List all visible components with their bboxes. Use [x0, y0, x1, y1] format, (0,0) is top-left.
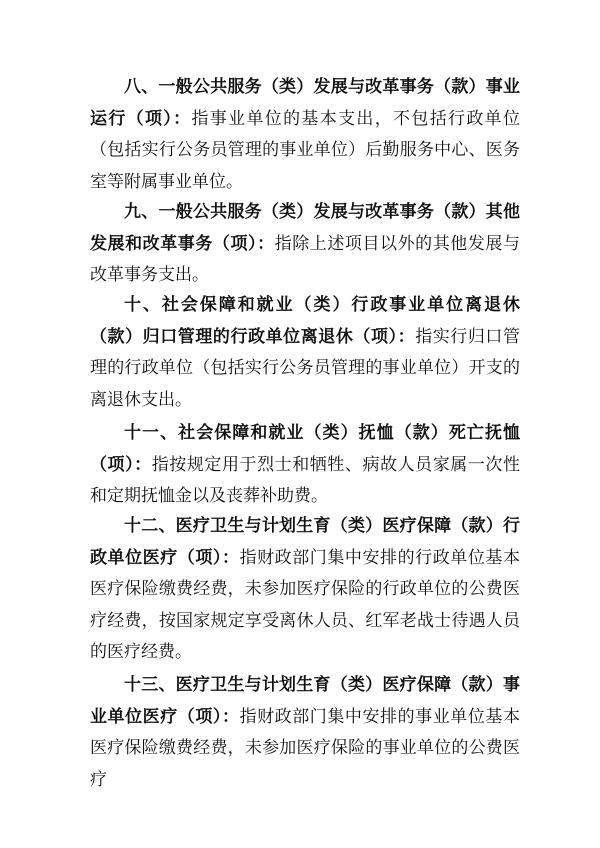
item-body: 指财政部门集中安排的行政单位基本医疗保险缴费经费，未参加医疗保险的行政单位的公费医疗经费，按国家规定享受离休人员、红军老战士待遇人员的医疗经费。	[90, 547, 520, 662]
item-heading: 九、一般公共服务（类）发展与改革事务（款）其他发展和改革事务（项）：	[90, 202, 520, 254]
item-heading: 十二、医疗卫生与计划生育（类）医疗保障（款）行政单位医疗（项）：	[90, 516, 520, 568]
item-body: 指实行归口管理的行政单位（包括实行公务员管理的事业单位）开支的离退休支出。	[90, 326, 520, 410]
paragraph-item-9	[90, 197, 520, 292]
item-body: 指除上述项目以外的其他发展与改革事务支出。	[90, 233, 520, 285]
paragraph-item-11	[90, 418, 520, 513]
item-body: 指事业单位的基本支出，不包括行政单位（包括实行公务员管理的事业单位）后勤服务中心、医务室等附属事业单位。	[90, 108, 521, 192]
item-heading: 十三、医疗卫生与计划生育（类）医疗保障（款）事业单位医疗（项）：	[90, 675, 520, 727]
paragraph-item-12	[90, 511, 520, 669]
item-heading: 十、社会保障和就业（类）行政事业单位离退休（款）归口管理的行政单位离退休（项）：	[90, 295, 520, 347]
item-heading: 十一、社会保障和就业（类）抚恤（款）死亡抚恤（项）：	[90, 423, 520, 475]
item-body: 指财政部门集中安排的事业单位基本医疗保险缴费经费，未参加医疗保险的事业单位的公费医疗	[90, 706, 520, 790]
paragraph-item-13	[90, 670, 520, 796]
paragraph-item-8	[90, 72, 520, 198]
item-body: 指按规定用于烈士和牺牲、病故人员家属一次性和定期抚恤金以及丧葬补助费。	[90, 454, 520, 506]
item-heading: 八、一般公共服务（类）发展与改革事务（款）事业运行（项）：	[90, 77, 520, 129]
paragraph-item-10	[90, 290, 520, 416]
